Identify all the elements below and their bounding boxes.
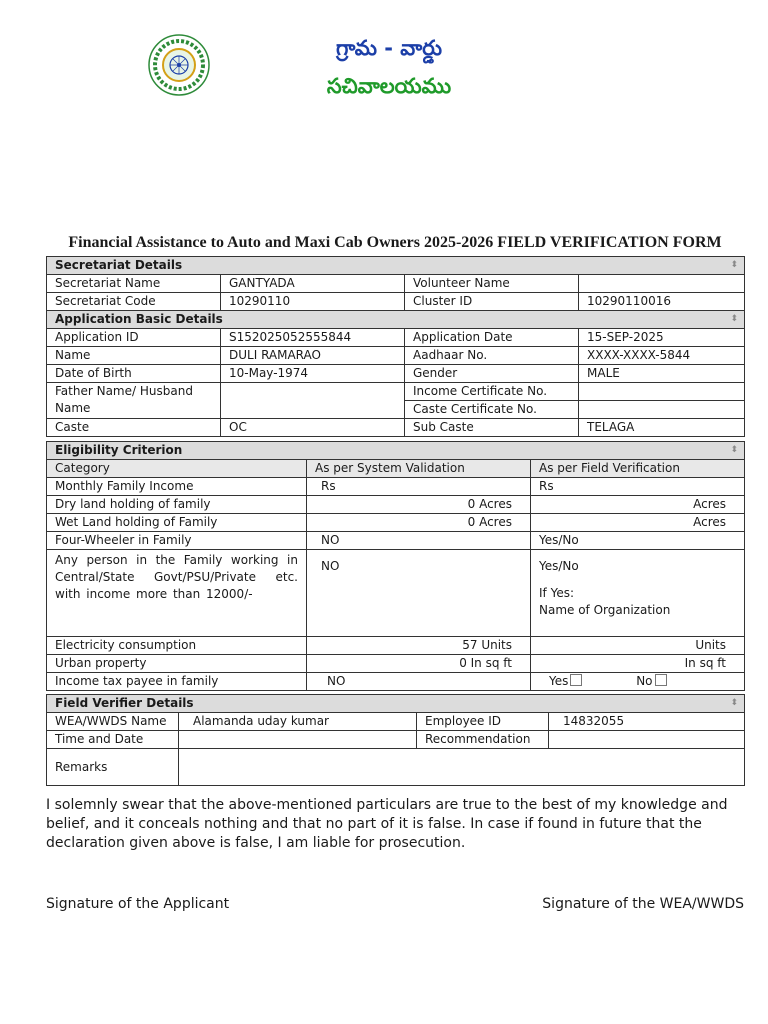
field-label: Date of Birth [47, 365, 221, 383]
field-label: Secretariat Code [47, 293, 221, 311]
field-label: Remarks [47, 749, 179, 786]
field-label: Application Date [405, 329, 579, 347]
dry-land-field-value[interactable]: Acres [531, 496, 745, 514]
field-label: Gender [405, 365, 579, 383]
four-wheeler-system-value: NO [307, 532, 531, 550]
volunteer-name-value [579, 275, 745, 293]
field-label: Income Certificate No. [405, 383, 579, 401]
govt-employee-system-value: NO [307, 550, 531, 637]
yes-no-label: Yes/No [539, 559, 579, 573]
father-name-value [221, 383, 405, 419]
yes-label: Yes [549, 674, 569, 688]
no-checkbox[interactable] [655, 674, 667, 686]
eligibility-table [46, 441, 745, 691]
employee-id-value: 14832055 [549, 713, 745, 731]
section-heading-secretariat[interactable]: Secretariat Details ⬍ [47, 257, 745, 275]
gender-value: MALE [579, 365, 745, 383]
criterion-label: Four-Wheeler in Family [47, 532, 307, 550]
criterion-label: Wet Land holding of Family [47, 514, 307, 532]
field-label: WEA/WWDS Name [47, 713, 179, 731]
field-label: Aadhaar No. [405, 347, 579, 365]
secretariat-code-value: 10290110 [221, 293, 405, 311]
applicant-signature-label: Signature of the Applicant [46, 896, 230, 912]
dob-value: 10-May-1974 [221, 365, 405, 383]
income-certificate-value [579, 383, 745, 401]
header-telugu-line2: సచివాలయము [326, 74, 452, 98]
criterion-label: Any person in the Family working in Central/State Govt/PSU/Private etc. with income more than 12000/- [47, 550, 307, 637]
recommendation-value[interactable] [549, 731, 745, 749]
wet-land-system-value: 0 Acres [307, 514, 531, 532]
field-label: Father Name/ Husband Name [47, 383, 221, 419]
urban-property-field-value[interactable]: In sq ft [531, 655, 745, 673]
electricity-field-value[interactable]: Units [531, 637, 745, 655]
income-field-value[interactable]: Rs [531, 478, 745, 496]
field-label: Time and Date [47, 731, 179, 749]
wet-land-field-value[interactable]: Acres [531, 514, 745, 532]
header-telugu-line1: గ్రామ - వార్డు [336, 36, 442, 60]
wea-signature-label: Signature of the WEA/WWDS [542, 896, 744, 912]
field-label: Recommendation [417, 731, 549, 749]
field-label: Caste Certificate No. [405, 401, 579, 419]
collapse-toggle-icon[interactable]: ⬍ [730, 445, 738, 455]
applicant-name-value: DULI RAMARAO [221, 347, 405, 365]
criterion-label: Urban property [47, 655, 307, 673]
declaration-text: I solemnly swear that the above-mentioned particulars are true to the best of my knowledge and belief, and it conceals nothing and that no part of it is false. In case if found in future that the declaration given above is false, I am liable for prosecution. [46, 797, 728, 851]
four-wheeler-field-value[interactable]: Yes/No [531, 532, 745, 550]
criterion-label: Monthly Family Income [47, 478, 307, 496]
collapse-toggle-icon[interactable]: ⬍ [730, 260, 739, 270]
caste-certificate-value [579, 401, 745, 419]
application-date-value: 15-SEP-2025 [579, 329, 745, 347]
field-label: Name [47, 347, 221, 365]
secretariat-name-value: GANTYADA [221, 275, 405, 293]
criterion-label: Dry land holding of family [47, 496, 307, 514]
electricity-system-value: 57 Units [307, 637, 531, 655]
criterion-label: Income tax payee in family [47, 673, 307, 691]
organization-label: Name of Organization [539, 603, 671, 617]
yes-checkbox[interactable] [570, 674, 582, 686]
column-header-category: Category [47, 460, 307, 478]
basic-details-table [46, 256, 745, 437]
field-label: Volunteer Name [405, 275, 579, 293]
criterion-label: Electricity consumption [47, 637, 307, 655]
collapse-toggle-icon[interactable]: ⬍ [730, 314, 739, 324]
govt-employee-field-value[interactable] [531, 550, 745, 637]
verifier-table [46, 694, 745, 786]
section-heading-verifier[interactable]: Field Verifier Details ⬍ [47, 695, 745, 713]
field-label: Application ID [47, 329, 221, 347]
column-header-field: As per Field Verification [531, 460, 745, 478]
field-label: Secretariat Name [47, 275, 221, 293]
field-label: Cluster ID [405, 293, 579, 311]
form-title: Financial Assistance to Auto and Maxi Cab Owners 2025-2026 FIELD VERIFICATION FORM [68, 234, 722, 251]
remarks-value[interactable] [179, 749, 745, 786]
wea-name-value: Alamanda uday kumar [179, 713, 417, 731]
no-label: No [636, 674, 653, 688]
field-label: Employee ID [417, 713, 549, 731]
cluster-id-value: 10290110016 [579, 293, 745, 311]
income-tax-system-value: NO [307, 673, 531, 691]
dry-land-system-value: 0 Acres [307, 496, 531, 514]
application-id-value: S152025052555844 [221, 329, 405, 347]
subcaste-value: TELAGA [579, 419, 745, 437]
income-tax-field-value [531, 673, 745, 691]
section-heading-application[interactable]: Application Basic Details ⬍ [47, 311, 745, 329]
section-heading-eligibility[interactable]: Eligibility Criterion ⬍ [47, 442, 745, 460]
if-yes-label: If Yes: [539, 586, 574, 600]
income-system-value: Rs [307, 478, 531, 496]
column-header-system: As per System Validation [307, 460, 531, 478]
field-label: Sub Caste [405, 419, 579, 437]
collapse-toggle-icon[interactable]: ⬍ [730, 698, 738, 708]
time-date-value[interactable] [179, 731, 417, 749]
caste-value: OC [221, 419, 405, 437]
urban-property-system-value: 0 In sq ft [307, 655, 531, 673]
field-label: Caste [47, 419, 221, 437]
aadhaar-value: XXXX-XXXX-5844 [579, 347, 745, 365]
